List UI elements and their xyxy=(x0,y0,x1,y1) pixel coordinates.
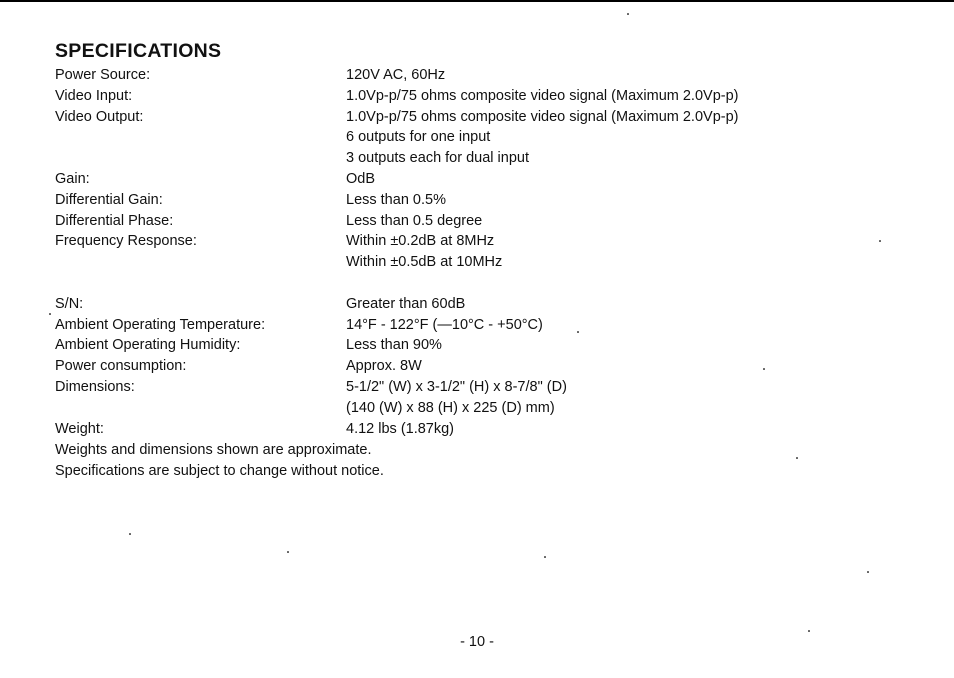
spec-row-video-output-detail-1 xyxy=(55,127,915,148)
spec-row-frequency-response xyxy=(55,231,915,252)
scan-speck xyxy=(796,457,798,459)
spec-value: 1.0Vp-p/75 ohms composite video signal (Maximum 2.0Vp-p) xyxy=(346,108,739,125)
spec-row-differential-gain xyxy=(55,190,915,211)
spec-value: Within ±0.2dB at 8MHz xyxy=(346,233,495,250)
scan-speck xyxy=(577,331,579,333)
spec-row-ambient-temperature xyxy=(55,315,915,336)
spec-label: Weight: xyxy=(55,420,104,437)
spec-row-signal-to-noise xyxy=(55,294,915,315)
scan-speck xyxy=(808,630,810,632)
note-approximate: Weights and dimensions shown are approximate. xyxy=(55,442,372,458)
scan-speck xyxy=(49,313,51,315)
spec-row-dimensions-metric xyxy=(55,398,915,419)
spec-label: Ambient Operating Humidity: xyxy=(55,337,241,354)
scan-speck xyxy=(867,571,869,573)
scan-speck xyxy=(879,240,881,242)
page-number: - 10 - xyxy=(460,634,494,650)
spec-value: Less than 90% xyxy=(346,337,442,354)
spec-label: Gain: xyxy=(55,170,90,187)
spec-row-weight xyxy=(55,419,915,440)
scan-speck xyxy=(287,551,289,553)
top-rule xyxy=(0,0,954,2)
spec-label: Power consumption: xyxy=(55,358,187,375)
spec-value: 1.0Vp-p/75 ohms composite video signal (Maximum 2.0Vp-p) xyxy=(346,87,739,104)
spec-label: Dimensions: xyxy=(55,378,135,395)
spec-row-dimensions xyxy=(55,377,915,398)
page-title: SPECIFICATIONS xyxy=(55,40,222,62)
scan-speck xyxy=(129,533,131,535)
spec-row-power-consumption xyxy=(55,356,915,377)
spec-row-ambient-humidity xyxy=(55,335,915,356)
spec-label xyxy=(55,127,346,148)
spec-value: 6 outputs for one input xyxy=(346,129,491,146)
spec-label xyxy=(55,148,346,169)
spec-label: Differential Gain: xyxy=(55,191,163,208)
spec-row-video-input xyxy=(55,86,915,107)
spec-label: Power Source: xyxy=(55,67,151,83)
spec-row-video-output xyxy=(55,107,915,128)
spec-label: Video Output: xyxy=(55,108,144,125)
notes xyxy=(55,440,384,482)
spec-row-video-output-detail-2 xyxy=(55,148,915,169)
spec-label: S/N: xyxy=(55,295,84,312)
scan-speck xyxy=(627,13,629,15)
spec-label: Frequency Response: xyxy=(55,233,197,250)
spec-value: 5-1/2" (W) x 3-1/2" (H) x 8-7/8" (D) xyxy=(346,378,567,395)
scan-speck xyxy=(763,368,765,370)
spec-value: 3 outputs each for dual input xyxy=(346,150,529,167)
spec-row-frequency-response-detail xyxy=(55,252,915,273)
spec-label xyxy=(55,252,346,273)
spec-value: (140 (W) x 88 (H) x 225 (D) mm) xyxy=(346,399,555,416)
spec-label: Ambient Operating Temperature: xyxy=(55,316,266,333)
spec-value: 4.12 lbs (1.87kg) xyxy=(346,420,455,437)
spec-row-differential-phase xyxy=(55,211,915,232)
spec-label: Differential Phase: xyxy=(55,212,174,229)
spec-value: 14°F - 122°F (—10°C - +50°C) xyxy=(346,316,543,333)
spec-row-power-source xyxy=(55,65,915,86)
spec-value: Less than 0.5% xyxy=(346,191,446,208)
scan-speck xyxy=(544,556,546,558)
spec-value: Greater than 60dB xyxy=(346,295,466,312)
spec-value: Less than 0.5 degree xyxy=(346,212,483,229)
spacer xyxy=(55,273,915,294)
note-change-notice: Specifications are subject to change without notice. xyxy=(55,462,384,479)
spec-value: 120V AC, 60Hz xyxy=(346,67,446,83)
spec-value: Approx. 8W xyxy=(346,358,422,375)
spec-row-gain xyxy=(55,169,915,190)
spec-label: Video Input: xyxy=(55,87,133,104)
spec-value: Within ±0.5dB at 10MHz xyxy=(346,254,503,271)
spec-list xyxy=(55,65,915,439)
spec-label xyxy=(55,398,346,419)
spec-value: OdB xyxy=(346,170,376,187)
